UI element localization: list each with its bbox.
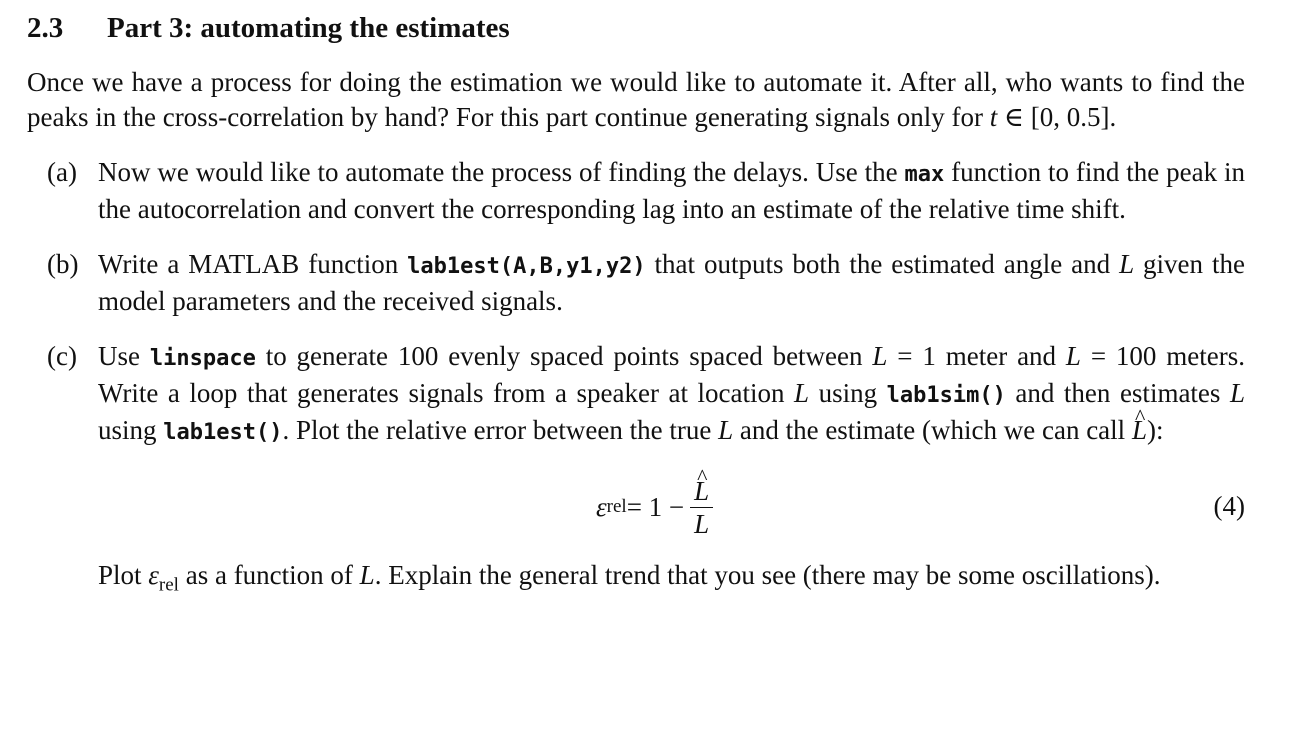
code-lab1est: lab1est(): [163, 420, 283, 445]
item-a-text-2: function to find the peak in the autocorrelation and convert the corresponding lag into an estimate of the relative time shift.: [98, 157, 1245, 224]
code-linspace: linspace: [149, 346, 256, 371]
item-a-text-1: Now we would like to automate the process of finding the delays. Use the: [98, 157, 905, 187]
epsilon-inline-subscript: rel: [158, 574, 179, 596]
list-item-b: [27, 247, 1245, 319]
variable-L: L: [359, 560, 375, 590]
epsilon-symbol: ε: [596, 491, 607, 522]
after-text-2: as a function of: [178, 560, 360, 590]
variable-L: L: [1065, 341, 1081, 371]
item-c-text-8: . Plot the relative error between the true: [282, 415, 719, 445]
variable-L-hat: ^ L: [1132, 413, 1147, 448]
item-c-text-10: ):: [1146, 415, 1164, 445]
after-text-3: . Explain the general trend that you see (there may be some oscillations).: [374, 560, 1161, 590]
fraction-denominator: L: [694, 508, 710, 539]
item-b-text-2: that outputs both the estimated angle and: [645, 249, 1120, 279]
item-b-text-1: Write a MATLAB function: [98, 249, 408, 279]
variable-L: L: [872, 341, 888, 371]
item-c-after-equation: [98, 558, 1245, 596]
code-lab1sim: lab1sim(): [886, 383, 1006, 408]
document-page: [27, 10, 1245, 596]
variable-L: L: [718, 415, 734, 445]
section-number: 2.3: [27, 12, 64, 44]
section-heading: [27, 10, 1245, 46]
item-b-text-3: given the model parameters and the received signals.: [98, 249, 1245, 316]
equation-body: ε rel = 1 − ^ $\frac{L}{L}$: [596, 468, 713, 546]
item-c-text-4: = 100 meters. Write a loop that generates signals from a speaker at location: [98, 341, 1245, 408]
code-lab1est-signature: lab1est(A,B,y1,y2): [407, 254, 646, 279]
variable-L: L: [794, 378, 810, 408]
section-title: Part 3: automating the estimates: [107, 12, 510, 44]
time-variable: t: [989, 102, 998, 132]
intro-text: Once we have a process for doing the estimation we would like to automate it. After all, who wants to find the peaks in the cross-correlation by hand? For this part continue generating signals only for: [27, 67, 1245, 132]
interval-text: ∈ [0, 0.5].: [997, 102, 1117, 132]
fraction-numerator: [690, 475, 713, 507]
variable-L: L: [1119, 249, 1135, 279]
item-label-b: (b): [47, 249, 79, 279]
item-text-b: [98, 247, 1245, 319]
item-c-text-2: to generate 100 evenly spaced points spaced between: [255, 341, 873, 371]
item-c-text-3: = 1 meter and: [887, 341, 1066, 371]
item-text-a: [98, 155, 1245, 227]
numerator-L-hat: ^ L: [694, 475, 709, 507]
item-text-c: [98, 339, 1245, 450]
equation-number: (4): [1213, 491, 1245, 521]
list-item-a: [27, 155, 1245, 227]
item-label-c: (c): [47, 341, 77, 371]
item-c-text-7: using: [98, 415, 164, 445]
item-c-text-1: Use: [98, 341, 150, 371]
item-label-a: (a): [47, 157, 77, 187]
item-c-text-6: and then estimates: [1005, 378, 1230, 408]
equation-4: [98, 468, 1245, 546]
intro-paragraph: [27, 65, 1245, 135]
fraction: [690, 475, 713, 540]
list-item-c: [27, 339, 1245, 596]
item-c-text-9: and the estimate (which we can call: [733, 415, 1132, 445]
after-text-1: Plot: [98, 560, 149, 590]
variable-L: L: [1229, 378, 1245, 408]
item-c-text-5: using: [809, 378, 887, 408]
equation-rhs: = 1 −: [626, 491, 685, 522]
code-max: max: [904, 162, 945, 187]
epsilon-inline: ε: [148, 560, 159, 590]
